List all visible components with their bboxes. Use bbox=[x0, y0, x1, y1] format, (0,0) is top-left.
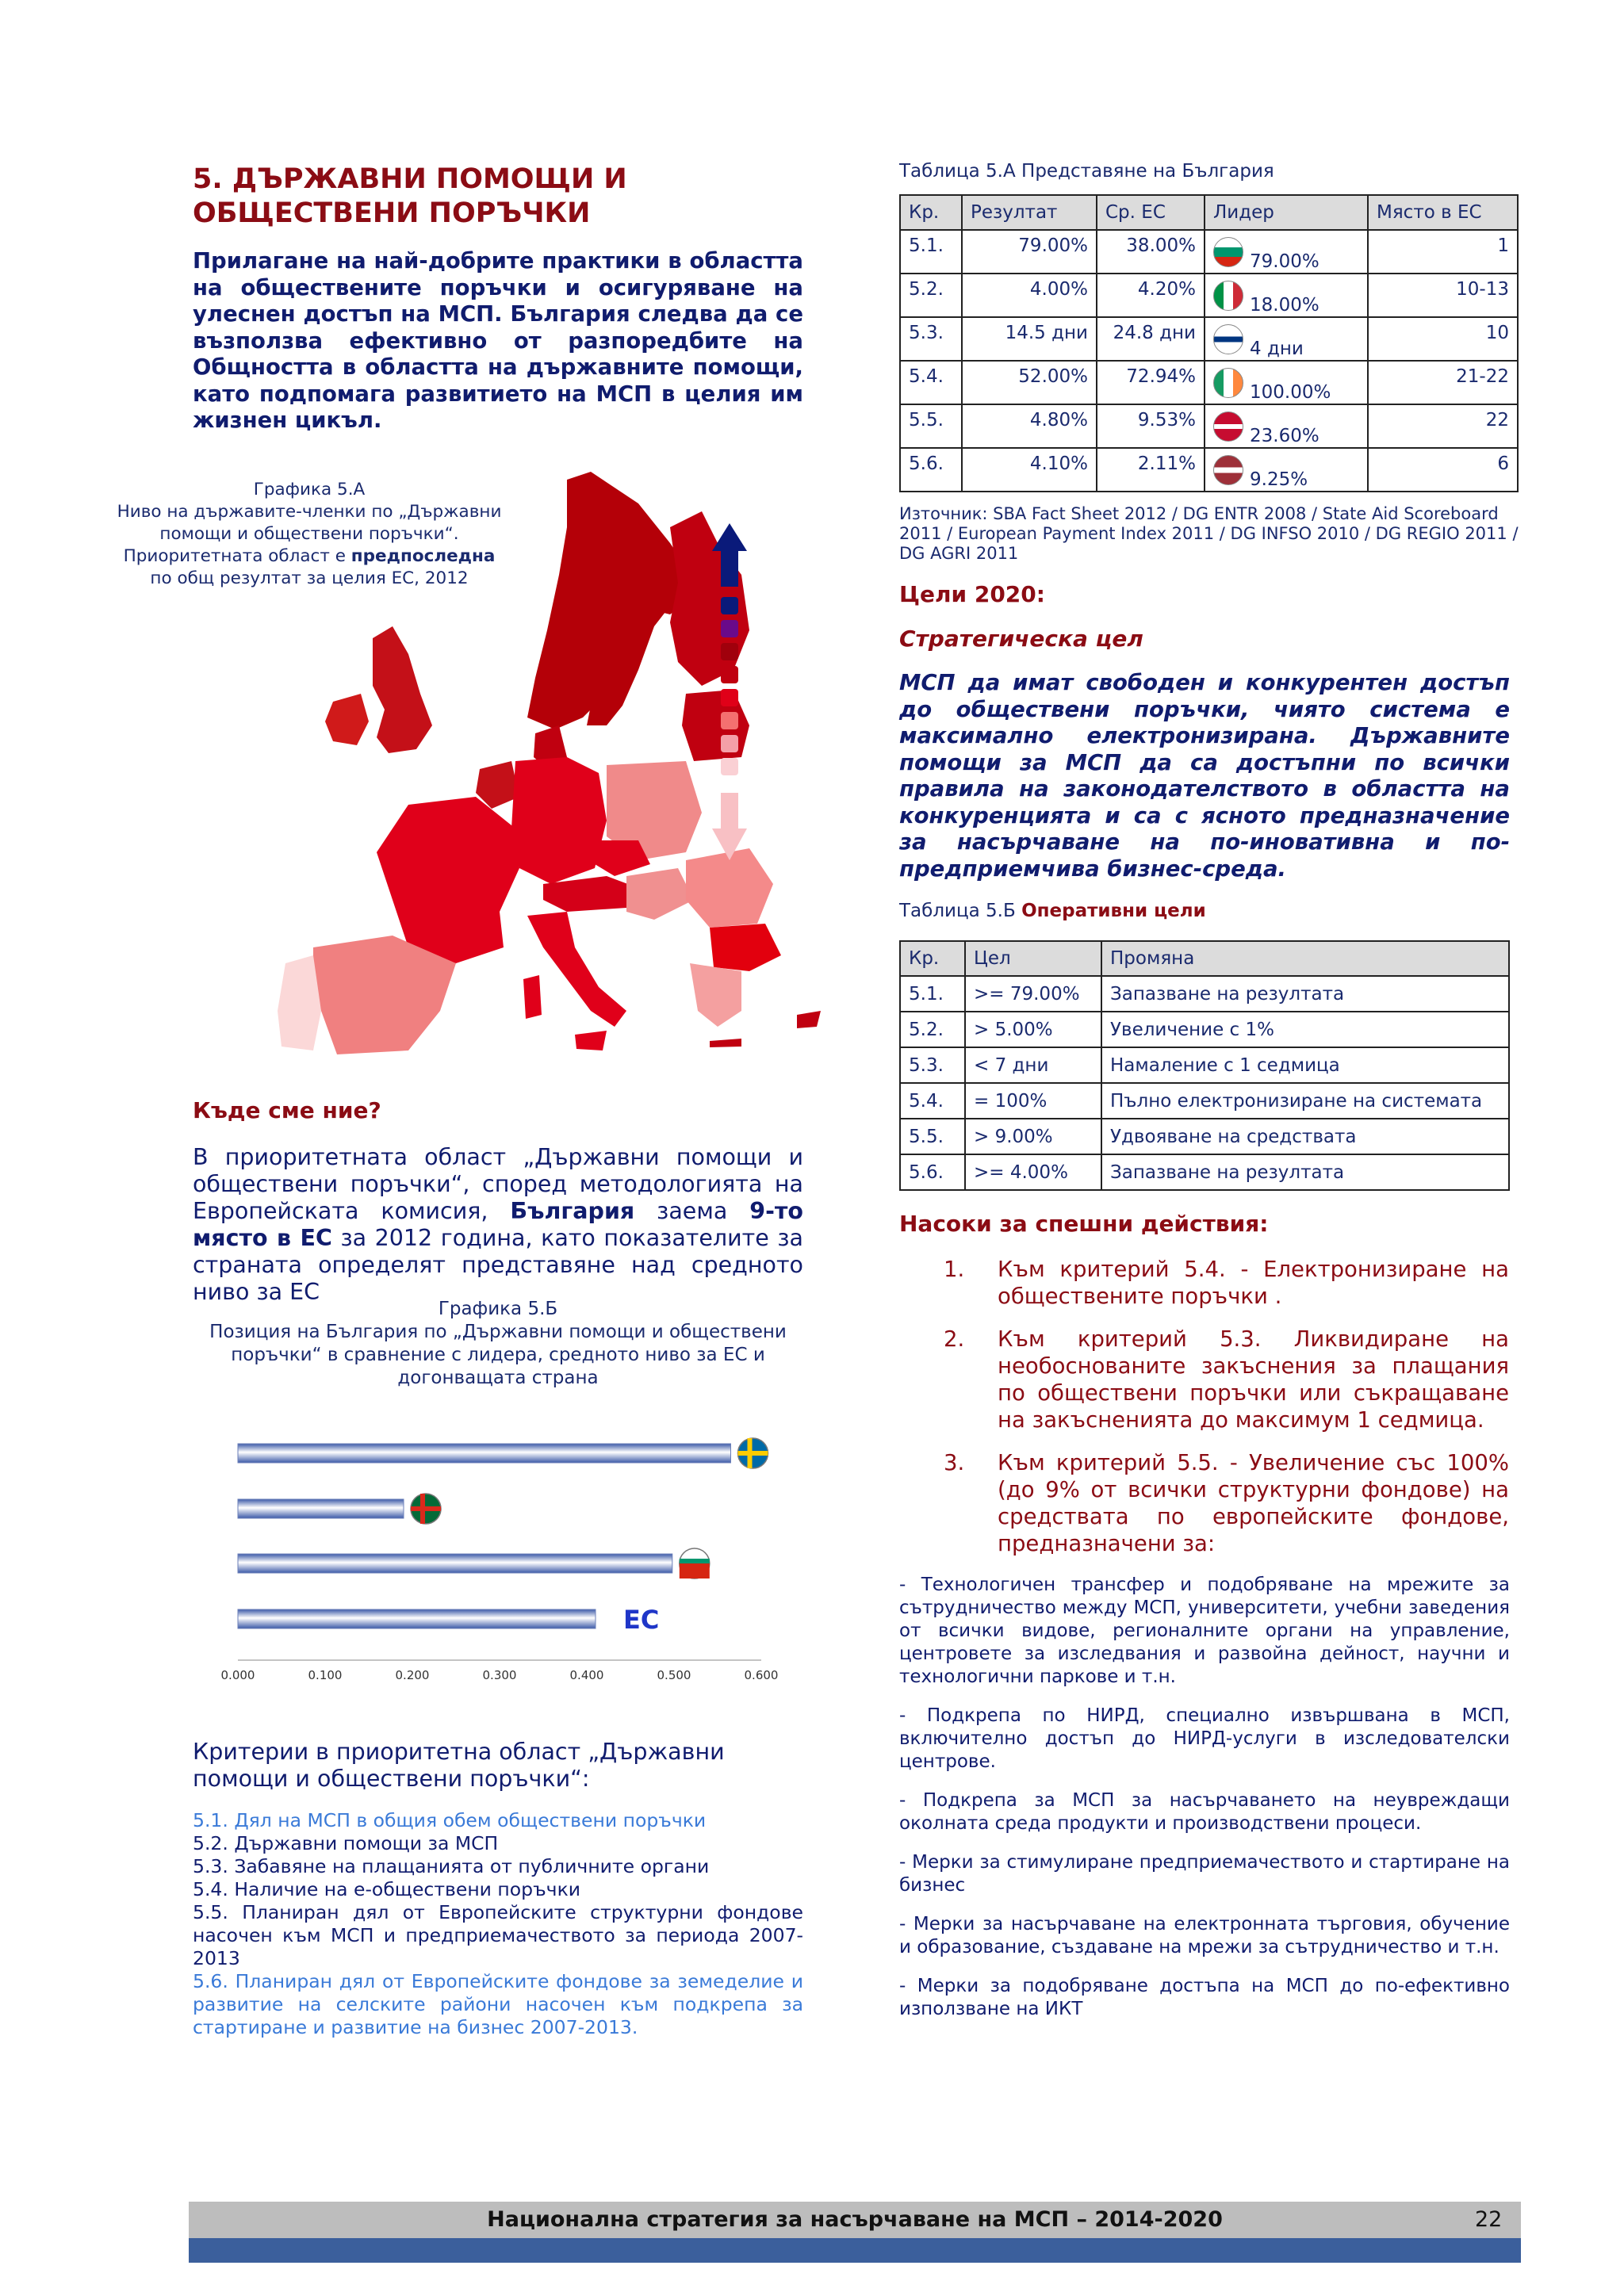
table-row: 5.6. >= 4.00% Запазване на резултата bbox=[900, 1154, 1509, 1190]
bar-portugal bbox=[238, 1499, 404, 1518]
bulgaria-flag-icon bbox=[1213, 237, 1243, 267]
legend-swatch bbox=[721, 666, 738, 683]
sweden-flag-icon bbox=[738, 1438, 768, 1468]
table-row: 5.1. 79.00% 38.00% 79.00% 1 bbox=[900, 230, 1518, 274]
comparison-bar-chart bbox=[206, 1427, 809, 1697]
figure-b-label: Графика 5.Б bbox=[438, 1299, 558, 1319]
map-portugal bbox=[278, 955, 321, 1050]
arrow-up-icon bbox=[712, 523, 747, 587]
operational-goals-table bbox=[899, 940, 1510, 1191]
where-heading: Къде сме ние? bbox=[193, 1097, 381, 1123]
table-row: 5.6. 4.10% 2.11% 9.25% 6 bbox=[900, 448, 1518, 492]
map-sicily bbox=[575, 1031, 607, 1050]
x-tick-label: 0.100 bbox=[308, 1668, 343, 1682]
map-uk bbox=[373, 626, 432, 753]
latvia-flag-icon bbox=[1213, 455, 1243, 485]
portugal-flag-icon bbox=[411, 1494, 441, 1524]
table-row: 5.4. = 100% Пълно електронизиране на системата bbox=[900, 1083, 1509, 1119]
table-a-caption: Таблица 5.А Представяне на България bbox=[899, 161, 1274, 182]
bar-ес bbox=[238, 1609, 596, 1628]
map-ireland bbox=[325, 694, 369, 745]
col-result: Резултат bbox=[962, 195, 1097, 230]
strategic-goal-text: МСП да имат свободен и конкурентен достъп до обществени поръчки, чиято система е максимално електронизирана. Държавните помощи за МСП да са достъпни по всички правила на законодателството в областта на конкуренцията и са с ясното предназначение за насърчаване на по-иновативна и по-предприемчива бизнес-среда. bbox=[899, 670, 1510, 882]
finland-flag-icon bbox=[1213, 324, 1243, 354]
italy-flag-icon bbox=[1213, 281, 1243, 311]
criteria-item: 5.3. Забавяне на плащанията от публичните органи bbox=[193, 1855, 710, 1877]
x-tick-label: 0.400 bbox=[569, 1668, 604, 1682]
map-germany bbox=[511, 757, 607, 884]
table-row: 5.5. 4.80% 9.53% 23.60% 22 bbox=[900, 404, 1518, 448]
criteria-item: 5.6. Планиран дял от Европейските фондове за земеделие и развитие на селските райони насочен към подкрепа за стартиране и развитие на бизнес 2007-2013. bbox=[193, 1970, 803, 2038]
map-legend bbox=[710, 523, 749, 872]
col-kr: Кр. bbox=[900, 195, 962, 230]
bulgaria-flag-icon bbox=[680, 1548, 710, 1578]
bar-bulgaria bbox=[238, 1554, 672, 1573]
x-tick-label: 0.000 bbox=[220, 1668, 255, 1682]
section-title: 5. ДЪРЖАВНИ ПОМОЩИ И ОБЩЕСТВЕНИ ПОРЪЧКИ bbox=[193, 163, 627, 229]
funding-measures-list bbox=[899, 1574, 1510, 2037]
list-item: - Подкрепа по НИРД, специално извършвана в МСП, включително достъп до НИРД-услуги в изследователски центрове. bbox=[899, 1705, 1510, 1772]
table-header-row bbox=[900, 195, 1518, 230]
figure-a-note: Приоритетната област е предпоследна bbox=[123, 546, 496, 566]
table-row: 5.4. 52.00% 72.94% 100.00% 21-22 bbox=[900, 361, 1518, 404]
performance-table bbox=[899, 194, 1519, 492]
table-a-source: Източник: SBA Fact Sheet 2012 / DG ENTR 2008 / State Aid Scoreboard 2011 / European Payment Index 2011 / DG INFSO 2010 / DG REGIO 2011 / DG AGRI 2011 bbox=[899, 504, 1519, 563]
figure-a-caption bbox=[111, 479, 508, 590]
figure-a-desc: Ниво на държавите-членки по „Държавни помощи и обществени поръчки“. bbox=[117, 502, 502, 544]
x-tick-label: 0.600 bbox=[744, 1668, 779, 1682]
strategic-goal-heading: Стратегическа цел bbox=[899, 626, 1143, 652]
table-row: 5.1. >= 79.00% Запазване на резултата bbox=[900, 976, 1509, 1012]
map-crete bbox=[710, 1039, 741, 1047]
legend-swatch bbox=[721, 735, 738, 752]
table-header-row: Кр. Цел Промяна bbox=[900, 941, 1509, 976]
criteria-item: 5.2. Държавни помощи за МСП bbox=[193, 1832, 499, 1854]
legend-swatch bbox=[721, 712, 738, 729]
criteria-item: 5.4. Наличие на е-обществени поръчки bbox=[193, 1878, 581, 1900]
denmark-flag-icon bbox=[1213, 411, 1243, 442]
x-tick-label: 0.200 bbox=[395, 1668, 430, 1682]
table-row: 5.2. 4.00% 4.20% 18.00% 10-13 bbox=[900, 274, 1518, 317]
col-place: Място в ЕС bbox=[1368, 195, 1518, 230]
list-item: 1. Към критерий 5.4. - Електронизиране на обществените поръчки . bbox=[944, 1257, 1509, 1309]
list-item: - Мерки за насърчаване на електронната търговия, обучение и образование, създаване на мрежи за сътрудничество и т.н. bbox=[899, 1914, 1510, 1957]
table-row: 5.2. > 5.00% Увеличение с 1% bbox=[900, 1012, 1509, 1047]
footer-title: Национална стратегия за насърчаване на МСП – 2014-2020 bbox=[487, 2207, 1223, 2232]
col-eu-avg: Ср. ЕС bbox=[1097, 195, 1205, 230]
map-bulgaria bbox=[710, 924, 781, 971]
goals-heading: Цели 2020: bbox=[899, 581, 1045, 607]
legend-swatch bbox=[721, 620, 738, 637]
table-row: 5.5. > 9.00% Удвояване на средствата bbox=[900, 1119, 1509, 1154]
page-number: 22 bbox=[1475, 2207, 1503, 2232]
legend-swatch bbox=[721, 689, 738, 706]
legend-swatch bbox=[721, 758, 738, 775]
figure-b-caption bbox=[193, 1298, 803, 1390]
urgent-actions-heading: Насоки за спешни действия: bbox=[899, 1211, 1269, 1237]
footer-accent-bar bbox=[189, 2238, 1521, 2263]
criteria-item: 5.1. Дял на МСП в общия обем обществени поръчки bbox=[193, 1809, 707, 1831]
bar-sweden bbox=[238, 1444, 731, 1463]
figure-a-label: Графика 5.А bbox=[253, 480, 366, 499]
list-item: 3. Към критерий 5.5. - Увеличение със 100% (до 9% от всички структурни фондове) на средствата по европейските фондове, предназначени за: bbox=[944, 1450, 1509, 1556]
figure-a-note-2: по общ резултат за целия ЕС, 2012 bbox=[150, 568, 469, 588]
where-paragraph: В приоритетната област „Държавни помощи и обществени поръчки“, според методологията на Европейската комисия, България заема 9-то място в ЕС за 2012 година, като показателите за страната определят представяне над средното ниво за ЕС bbox=[193, 1144, 803, 1305]
x-tick-label: 0.300 bbox=[482, 1668, 517, 1682]
map-cyprus bbox=[797, 1011, 821, 1028]
legend-swatch bbox=[721, 597, 738, 614]
table-b-caption: Таблица 5.Б Оперативни цели bbox=[899, 901, 1206, 921]
list-item: - Технологичен трансфер и подобряване на мрежите за сътрудничество между МСП, университети, учебни заведения от всички видове, регионалните органи на управление, центровете за изследвания и развойна дейност, научни и технологични паркове и т.н. bbox=[899, 1575, 1510, 1687]
map-italy bbox=[527, 912, 626, 1027]
criteria-item: 5.5. Планиран дял от Европейските структурни фондове насочен към МСП и предприемачеството за периода 2007-2013 bbox=[193, 1901, 803, 1969]
bar-label: ЕС bbox=[623, 1605, 660, 1635]
ireland-flag-icon bbox=[1213, 368, 1243, 398]
map-greece bbox=[690, 963, 741, 1027]
list-item: - Мерки за подобряване достъпа на МСП до по-ефективно използване на ИКТ bbox=[899, 1976, 1510, 2019]
list-item: - Мерки за стимулиране предприемачеството и стартиране на бизнес bbox=[899, 1852, 1510, 1896]
table-row: 5.3. < 7 дни Намаление с 1 седмица bbox=[900, 1047, 1509, 1083]
map-hungary bbox=[626, 868, 694, 920]
map-benelux bbox=[476, 761, 519, 809]
figure-b-desc: Позиция на България по „Държавни помощи и обществени поръчки“ в сравнение с лидера, средното ниво за ЕС и догонващата страна bbox=[209, 1322, 787, 1388]
arrow-down-icon bbox=[712, 793, 747, 860]
list-item: - Подкрепа за МСП за насърчаването на неувреждащи околната среда продукти и производствени процеси. bbox=[899, 1790, 1510, 1834]
section-intro: Прилагане на най-добрите практики в областта на обществените поръчки и осигуряване на улеснен достъп на МСП. България следва да се възползва ефективно от разпоредбите на Общността в областта на държавните помощи, като подпомага развитието на МСП в целия им жизнен цикъл. bbox=[193, 248, 803, 433]
x-tick-label: 0.500 bbox=[657, 1668, 691, 1682]
urgent-actions-list bbox=[944, 1256, 1509, 1573]
list-item: 2. Към критерий 5.3. Ликвидиране на необоснованите закъснения за плащания по обществени поръчки или съкращаване на закъсненията до максимум 1 седмица. bbox=[944, 1326, 1509, 1433]
table-row: 5.3. 14.5 дни 24.8 дни 4 дни 10 bbox=[900, 317, 1518, 361]
legend-swatch bbox=[721, 643, 738, 660]
criteria-list bbox=[193, 1809, 803, 2039]
col-leader: Лидер bbox=[1205, 195, 1368, 230]
map-sardinia bbox=[523, 975, 542, 1019]
criteria-heading: Критерии в приоритетна област „Държавни помощи и обществени поръчки“: bbox=[193, 1739, 725, 1792]
